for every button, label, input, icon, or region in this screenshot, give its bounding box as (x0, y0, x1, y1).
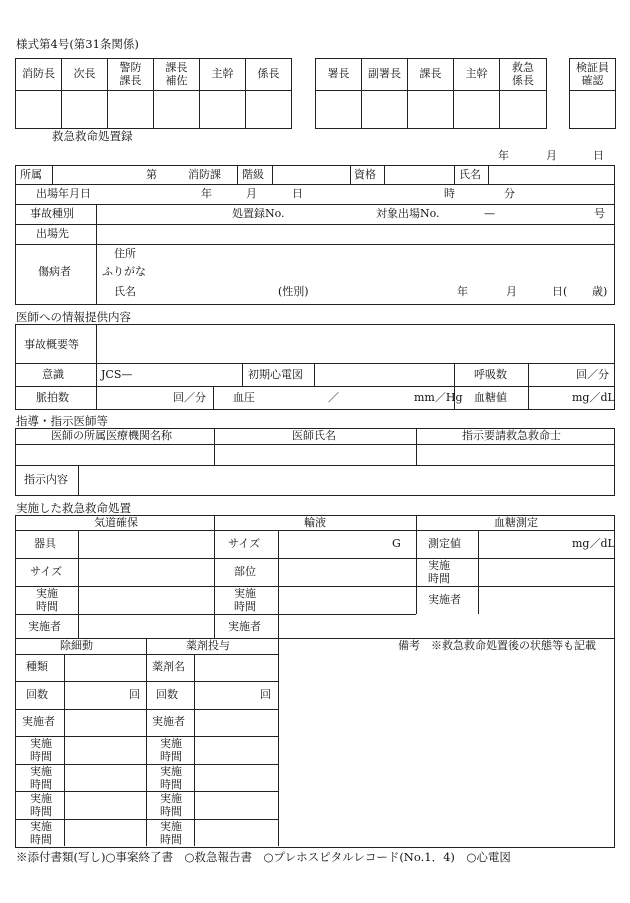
basic-info-block (15, 165, 615, 305)
kai-fun-label: 回／分 (576, 368, 609, 381)
kai2-label: 回 (260, 688, 271, 701)
sokutei-label: 測定値 (428, 537, 461, 550)
stamp-cell[interactable] (154, 91, 200, 129)
bui-label: 部位 (234, 565, 256, 578)
stamp-label: 係長 (246, 59, 292, 91)
shutsujo-label: 出場先 (36, 227, 69, 240)
stamp-table-left (15, 58, 292, 129)
birth-day: 日 (292, 187, 303, 200)
footer-attachments: ※添付書類(写し)○事案終了書 ○救急報告書 ○プレホスピタルレコード(No.1．4) ○心電図 (16, 850, 511, 864)
defib-jikan-3: 実施 時間 (30, 792, 52, 818)
mgdl2-label: mg／dL (572, 537, 615, 550)
stamp-cell[interactable] (246, 91, 292, 129)
birth-hour: 時 (444, 187, 455, 200)
myakuhaku-label: 脈拍数 (36, 391, 69, 404)
proc-block (15, 515, 615, 639)
jcs-label: JCS— (101, 368, 133, 381)
stamp-cell[interactable] (62, 91, 108, 129)
kikan-label: 医師の所属医療機関名称 (51, 429, 172, 442)
kido-label: 気道確保 (94, 516, 138, 529)
record-title: 救急救命処置録 (52, 129, 133, 143)
kaikyu-label: 階級 (242, 168, 264, 181)
jisshisha-label: 実施者 (428, 593, 461, 606)
shobyosha-label: 傷病者 (38, 265, 71, 278)
stamp-label: 次長 (62, 59, 108, 91)
stamp-cell[interactable] (16, 91, 62, 129)
yakuzai-label: 薬剤投与 (186, 639, 230, 652)
mmhg-label: mm／Hg (414, 391, 463, 404)
size-label: サイズ (228, 537, 261, 550)
stamp-cell[interactable] (362, 91, 408, 129)
go-label: 号 (594, 207, 605, 220)
stamp-cell[interactable] (454, 91, 500, 129)
stamp-cell[interactable] (200, 91, 246, 129)
drug-jikan-2: 実施 時間 (160, 765, 182, 791)
birth-year: 年 (201, 187, 212, 200)
ishi-label: 医師氏名 (292, 429, 336, 442)
jisshi-jikan3-label: 実施 時間 (234, 587, 256, 613)
shozoku-label: 所属 (20, 168, 42, 181)
shoubouka-label: 消防課 (188, 168, 221, 181)
sai-label: 歳) (592, 285, 608, 298)
jiko-shubetsu-label: 事故種別 (30, 207, 74, 220)
shochi-no-label: 処置録No. (232, 207, 285, 220)
birth-month: 月 (246, 187, 257, 200)
nen-label: 年 (457, 285, 468, 298)
stamp-cell[interactable] (500, 91, 547, 129)
biko-label: 備考 ※救急救命処置後の状態等も記載 (398, 639, 596, 652)
dash-label: — (484, 207, 495, 220)
stamp-cell[interactable] (108, 91, 154, 129)
jisshi-jikan-label: 実施 時間 (428, 559, 450, 585)
defib-jisshisha-label: 実施者 (22, 715, 55, 728)
tsuki-label: 月 (506, 285, 517, 298)
stamp-label: 警防 課長 (108, 59, 154, 91)
ishiki-label: 意識 (42, 368, 64, 381)
jossaido-label: 除細動 (60, 639, 93, 652)
section-proc-title: 実施した救急救命処置 (16, 501, 131, 515)
stamp-label: 主幹 (200, 59, 246, 91)
stamp-label: 救急 係長 (500, 59, 547, 91)
shimei-label: 氏名 (459, 168, 481, 181)
drug-jikan-3: 実施 時間 (160, 792, 182, 818)
kokyu-label: 呼吸数 (474, 368, 507, 381)
birth-minute: 分 (504, 187, 515, 200)
slash-label: ／ (328, 391, 339, 404)
size2-label: サイズ (30, 565, 63, 578)
stamp-label: 課長 補佐 (154, 59, 200, 91)
jusho-label: 住所 (114, 247, 136, 260)
jiko-gaiyo-label: 事故概要等 (24, 338, 79, 351)
stamp-label: 署長 (316, 59, 362, 91)
shikaku-label: 資格 (354, 168, 376, 181)
kigu-label: 器具 (34, 537, 56, 550)
defib-jikan-2: 実施 時間 (30, 765, 52, 791)
hi-label: 日( (552, 285, 568, 298)
ketsuatsu-label: 血圧 (233, 391, 255, 404)
kettochi-label: 血糖値 (474, 391, 507, 404)
kai-label: 回 (129, 688, 140, 701)
stamp-label: 主幹 (454, 59, 500, 91)
jisshisha3-label: 実施者 (228, 620, 261, 633)
kaisu2-label: 回数 (156, 688, 178, 701)
info-block (15, 324, 615, 410)
jisshisha2-label: 実施者 (28, 620, 61, 633)
kettou-label: 血糖測定 (494, 516, 538, 529)
shurui-label: 種類 (26, 660, 48, 673)
mgdl-label: mg／dL (572, 391, 615, 404)
shiji-kyukyu-label: 指示要請救急救命士 (462, 429, 561, 442)
yueki-label: 輸液 (304, 516, 326, 529)
seibetsu-label: (性別) (278, 285, 309, 298)
form-number: 様式第4号(第31条関係) (16, 37, 139, 51)
g-label: G (392, 537, 401, 550)
stamp-table-verify (569, 58, 616, 129)
defib-jikan-4: 実施 時間 (30, 820, 52, 846)
furigana-label: ふりがな (102, 265, 146, 278)
stamp-label: 消防長 (16, 59, 62, 91)
jisshi-jikan2-label: 実施 時間 (36, 587, 58, 613)
drug-jikan-4: 実施 時間 (160, 820, 182, 846)
section-doctor-title: 指導・指示医師等 (16, 414, 108, 428)
drug-jisshisha-label: 実施者 (152, 715, 185, 728)
kaisu-label: 回数 (26, 688, 48, 701)
kai-fun2-label: 回／分 (173, 391, 206, 404)
stamp-cell[interactable] (316, 91, 362, 129)
name-label: 氏名 (114, 285, 136, 298)
drug-jikan-1: 実施 時間 (160, 737, 182, 763)
doctor-block (15, 428, 615, 496)
taisho-no-label: 対象出場No. (376, 207, 440, 220)
section-info-title: 医師への情報提供内容 (16, 310, 131, 324)
shiji-naiyo-label: 指示内容 (24, 473, 68, 486)
date-day: 日 (593, 149, 604, 162)
stamp-table-right (315, 58, 547, 129)
stamp-cell[interactable] (570, 91, 616, 129)
shoki-label: 初期心電図 (248, 368, 303, 381)
date-year: 年 (498, 149, 509, 162)
date-month: 月 (546, 149, 557, 162)
defib-block (15, 639, 615, 848)
stamp-label: 副署長 (362, 59, 408, 91)
dai-label: 第 (146, 168, 157, 181)
yakuzai-mei-label: 薬剤名 (152, 660, 185, 673)
stamp-cell[interactable] (408, 91, 454, 129)
birth-label: 出場年月日 (36, 187, 91, 200)
stamp-label: 課長 (408, 59, 454, 91)
defib-jikan-1: 実施 時間 (30, 737, 52, 763)
stamp-label: 検証員 確認 (570, 59, 616, 91)
